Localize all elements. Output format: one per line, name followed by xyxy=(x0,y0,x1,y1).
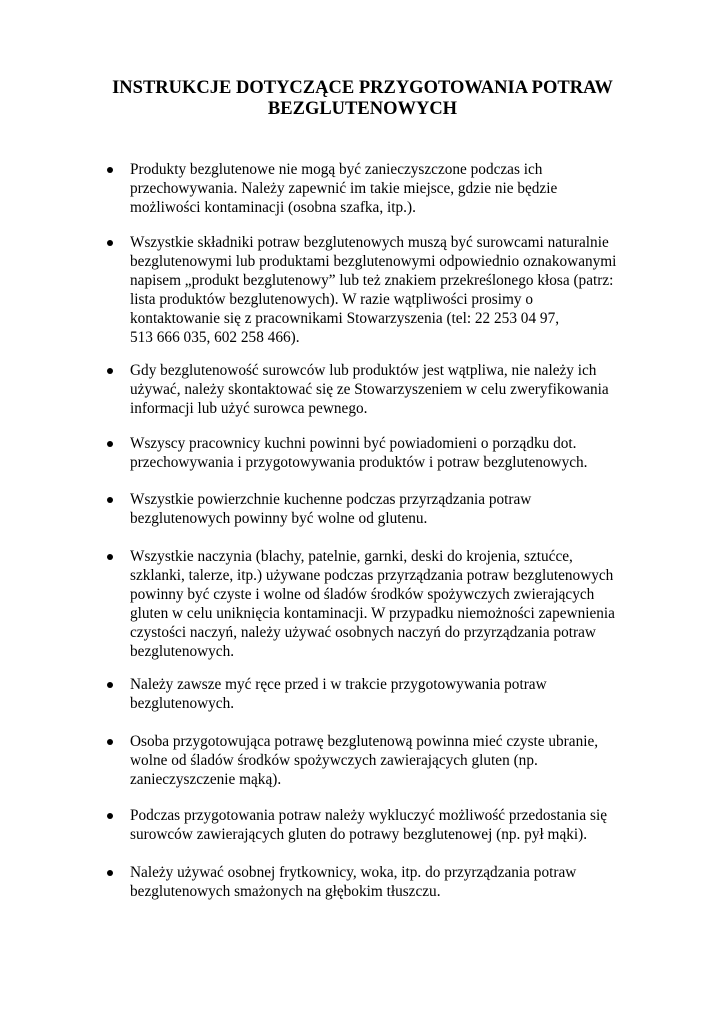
instruction-text xyxy=(130,732,650,789)
bullet-icon xyxy=(107,739,113,745)
instruction-line: Podczas przygotowania potraw należy wykluczyć możliwość przedostania się xyxy=(130,807,608,824)
instruction-line: możliwości kontaminacji (osobna szafka, itp.). xyxy=(130,199,416,216)
instruction-line: Gdy bezglutenowość surowców lub produktów jest wątpliwa, nie należy ich xyxy=(130,362,597,379)
instruction-line: Produkty bezglutenowe nie mogą być zanieczyszczone podczas ich xyxy=(130,161,543,178)
instruction-line: Należy zawsze myć ręce przed i w trakcie przygotowywania potraw xyxy=(130,676,547,693)
bullet-icon xyxy=(107,368,113,374)
bullet-icon xyxy=(107,813,113,819)
bullet-icon xyxy=(107,497,113,503)
instruction-line: przechowywania. Należy zapewnić im takie miejsce, gdzie nie będzie xyxy=(130,180,558,197)
instruction-line: Wszystkie składniki potraw bezglutenowych muszą być surowcami naturalnie xyxy=(130,234,609,251)
instruction-line: lista produktów bezglutenowych). W razie wątpliwości prosimy o xyxy=(130,291,534,308)
instruction-line: czystości naczyń, należy używać osobnych naczyń do przyrządzania potraw xyxy=(130,624,596,641)
bullet-icon xyxy=(107,554,113,560)
document-title xyxy=(60,78,665,120)
bullet-icon xyxy=(107,682,113,688)
bullet-icon xyxy=(107,240,113,246)
instruction-line: szklanki, talerze, itp.) używane podczas przyrządzania potraw bezglutenowych xyxy=(130,567,614,584)
instruction-text xyxy=(130,361,650,418)
instruction-line: Wszystkie naczynia (blachy, patelnie, garnki, deski do krojenia, sztućce, xyxy=(130,548,573,565)
document-title-line: BEZGLUTENOWYCH xyxy=(267,99,458,119)
instruction-line: bezglutenowych. xyxy=(130,643,235,660)
instruction-line: bezglutenowych. xyxy=(130,695,235,712)
instruction-text xyxy=(130,233,650,347)
instruction-line: bezglutenowych powinny być wolne od glutenu. xyxy=(130,510,428,527)
instruction-line: używać, należy skontaktować się ze Stowarzyszeniem w celu zweryfikowania xyxy=(130,381,609,398)
bullet-icon xyxy=(107,441,113,447)
instruction-line: Należy używać osobnej frytkownicy, woka, itp. do przyrządzania potraw xyxy=(130,864,577,881)
instruction-text xyxy=(130,160,650,217)
instruction-line: Wszyscy pracownicy kuchni powinni być powiadomieni o porządku dot. xyxy=(130,435,577,452)
document-title-line: INSTRUKCJE DOTYCZĄCE PRZYGOTOWANIA POTRAW xyxy=(112,78,613,98)
instruction-line: Osoba przygotowująca potrawę bezglutenową powinna mieć czyste ubranie, xyxy=(130,733,599,750)
instruction-line: informacji lub użyć surowca pewnego. xyxy=(130,400,368,417)
instruction-line: kontaktowanie się z pracownikami Stowarzyszenia (tel: 22 253 04 97, xyxy=(130,310,560,327)
instruction-line: bezglutenowymi lub produktami bezglutenowymi odpowiednio oznakowanymi xyxy=(130,253,617,270)
instruction-line: napisem „produkt bezglutenowy” lub też znakiem przekreślonego kłosa (patrz: xyxy=(130,272,614,289)
instruction-line: bezglutenowych smażonych na głębokim tłuszczu. xyxy=(130,883,441,900)
instruction-text xyxy=(130,806,650,844)
instruction-text xyxy=(130,490,650,528)
instruction-line: 513 666 035, 602 258 466). xyxy=(130,329,300,346)
instruction-line: gluten w celu uniknięcia kontaminacji. W przypadku niemożności zapewnienia xyxy=(130,605,615,622)
instruction-line: przechowywania i przygotowywania produktów i potraw bezglutenowych. xyxy=(130,454,588,471)
instruction-line: zanieczyszczenie mąką). xyxy=(130,771,282,788)
instruction-text xyxy=(130,547,650,661)
instruction-text xyxy=(130,863,650,901)
instruction-line: surowców zawierających gluten do potrawy bezglutenowej (np. pył mąki). xyxy=(130,826,588,843)
bullet-icon xyxy=(107,167,113,173)
instruction-line: wolne od śladów środków spożywczych zawierających gluten (np. xyxy=(130,752,538,769)
bullet-icon xyxy=(107,870,113,876)
instruction-line: powinny być czyste i wolne od śladów środków spożywczych zwierających xyxy=(130,586,595,603)
instruction-text xyxy=(130,434,650,472)
instruction-line: Wszystkie powierzchnie kuchenne podczas przyrządzania potraw xyxy=(130,491,532,508)
instruction-text xyxy=(130,675,650,713)
